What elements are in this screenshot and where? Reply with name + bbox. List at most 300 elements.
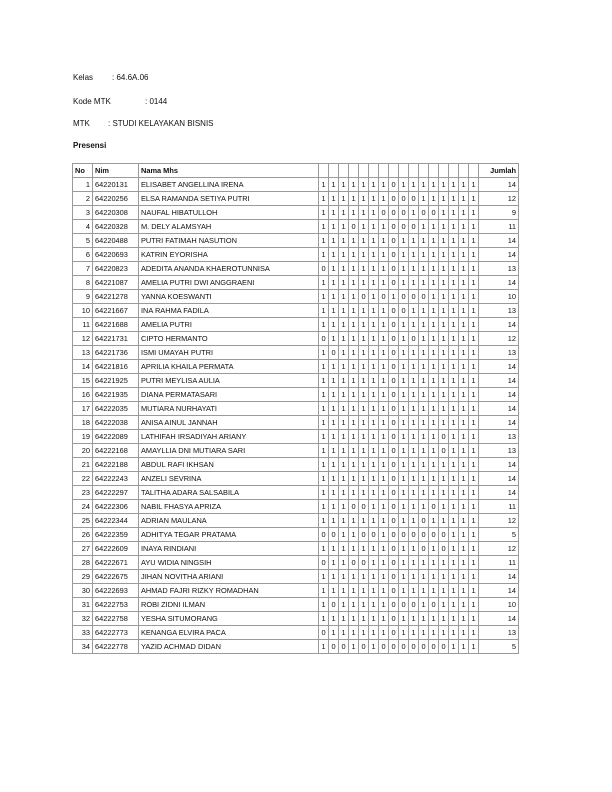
row-number: 32 [73, 612, 93, 626]
attendance-mark: 1 [409, 234, 419, 248]
attendance-mark: 1 [319, 388, 329, 402]
attendance-mark: 1 [459, 598, 469, 612]
attendance-mark: 0 [319, 332, 329, 346]
attendance-mark: 1 [459, 276, 469, 290]
student-nim: 64222773 [93, 626, 139, 640]
row-number: 29 [73, 570, 93, 584]
attendance-mark: 1 [359, 570, 369, 584]
attendance-mark: 1 [469, 346, 479, 360]
attendance-mark: 1 [359, 472, 369, 486]
attendance-mark: 0 [399, 192, 409, 206]
attendance-mark: 1 [429, 472, 439, 486]
attendance-mark: 0 [429, 598, 439, 612]
attendance-mark: 1 [409, 318, 419, 332]
student-name: MUTIARA NURHAYATI [139, 402, 319, 416]
attendance-mark: 1 [439, 206, 449, 220]
attendance-mark: 1 [469, 192, 479, 206]
attendance-mark: 1 [469, 234, 479, 248]
column-header-total: Jumlah [479, 164, 519, 178]
attendance-mark: 1 [439, 598, 449, 612]
attendance-mark: 1 [339, 542, 349, 556]
attendance-mark: 1 [469, 486, 479, 500]
attendance-mark: 1 [319, 514, 329, 528]
attendance-mark: 0 [389, 486, 399, 500]
attendance-mark: 0 [399, 528, 409, 542]
attendance-mark: 1 [329, 570, 339, 584]
attendance-mark: 1 [359, 514, 369, 528]
attendance-total: 9 [479, 206, 519, 220]
attendance-total: 13 [479, 262, 519, 276]
student-name: AYU WIDIA NINGSIH [139, 556, 319, 570]
attendance-mark: 1 [359, 416, 369, 430]
attendance-mark: 1 [379, 276, 389, 290]
attendance-mark: 1 [399, 276, 409, 290]
attendance-mark: 1 [369, 402, 379, 416]
attendance-mark: 1 [429, 416, 439, 430]
attendance-mark: 1 [319, 178, 329, 192]
row-number: 1 [73, 178, 93, 192]
column-header-session [359, 164, 369, 178]
attendance-total: 14 [479, 486, 519, 500]
attendance-mark: 1 [379, 416, 389, 430]
attendance-mark: 1 [319, 542, 329, 556]
attendance-mark: 0 [389, 304, 399, 318]
table-row [73, 220, 519, 234]
attendance-mark: 1 [419, 276, 429, 290]
attendance-mark: 0 [389, 332, 399, 346]
attendance-mark: 1 [399, 556, 409, 570]
attendance-mark: 1 [359, 486, 369, 500]
column-header-no: No [73, 164, 93, 178]
table-row [73, 640, 519, 654]
row-number: 24 [73, 500, 93, 514]
attendance-mark: 1 [419, 318, 429, 332]
attendance-mark: 0 [389, 444, 399, 458]
attendance-mark: 1 [399, 612, 409, 626]
attendance-mark: 1 [349, 584, 359, 598]
attendance-mark: 1 [439, 234, 449, 248]
attendance-mark: 1 [459, 416, 469, 430]
attendance-mark: 1 [449, 248, 459, 262]
attendance-mark: 1 [469, 626, 479, 640]
table-row [73, 192, 519, 206]
attendance-mark: 1 [359, 584, 369, 598]
student-nim: 64222306 [93, 500, 139, 514]
student-name: KATRIN EYORISHA [139, 248, 319, 262]
attendance-mark: 1 [379, 388, 389, 402]
attendance-mark: 1 [379, 192, 389, 206]
attendance-mark: 1 [399, 178, 409, 192]
attendance-mark: 1 [429, 444, 439, 458]
row-number: 17 [73, 402, 93, 416]
table-row [73, 626, 519, 640]
attendance-mark: 1 [449, 514, 459, 528]
attendance-mark: 1 [329, 444, 339, 458]
attendance-mark: 1 [329, 276, 339, 290]
attendance-mark: 1 [339, 402, 349, 416]
student-nim: 64221667 [93, 304, 139, 318]
attendance-mark: 0 [409, 332, 419, 346]
attendance-mark: 1 [319, 192, 329, 206]
attendance-mark: 1 [369, 444, 379, 458]
attendance-mark: 1 [469, 290, 479, 304]
attendance-mark: 1 [329, 626, 339, 640]
row-number: 30 [73, 584, 93, 598]
student-nim: 64222359 [93, 528, 139, 542]
attendance-mark: 1 [439, 248, 449, 262]
attendance-mark: 1 [469, 570, 479, 584]
attendance-total: 5 [479, 640, 519, 654]
column-header-session [349, 164, 359, 178]
attendance-mark: 0 [399, 220, 409, 234]
attendance-mark: 1 [339, 332, 349, 346]
attendance-mark: 1 [379, 444, 389, 458]
attendance-mark: 1 [339, 388, 349, 402]
attendance-mark: 1 [319, 276, 329, 290]
attendance-mark: 1 [429, 220, 439, 234]
row-number: 15 [73, 374, 93, 388]
student-nim: 64220823 [93, 262, 139, 276]
attendance-total: 14 [479, 276, 519, 290]
attendance-mark: 0 [389, 612, 399, 626]
attendance-mark: 1 [359, 346, 369, 360]
attendance-mark: 1 [469, 248, 479, 262]
attendance-mark: 1 [369, 178, 379, 192]
attendance-mark: 1 [399, 248, 409, 262]
attendance-mark: 1 [409, 402, 419, 416]
attendance-mark: 1 [329, 304, 339, 318]
attendance-mark: 1 [469, 374, 479, 388]
student-nim: 64222035 [93, 402, 139, 416]
row-number: 25 [73, 514, 93, 528]
attendance-mark: 1 [369, 388, 379, 402]
attendance-mark: 1 [429, 290, 439, 304]
attendance-mark: 1 [359, 458, 369, 472]
attendance-mark: 1 [469, 542, 479, 556]
row-number: 13 [73, 346, 93, 360]
attendance-mark: 1 [379, 626, 389, 640]
student-nim: 64222778 [93, 640, 139, 654]
attendance-mark: 1 [369, 248, 379, 262]
attendance-mark: 1 [399, 458, 409, 472]
attendance-mark: 1 [349, 374, 359, 388]
attendance-mark: 1 [359, 234, 369, 248]
attendance-mark: 1 [329, 514, 339, 528]
student-name: INA RAHMA FADILA [139, 304, 319, 318]
attendance-mark: 1 [469, 612, 479, 626]
row-number: 31 [73, 598, 93, 612]
attendance-mark: 1 [319, 360, 329, 374]
attendance-total: 13 [479, 346, 519, 360]
attendance-mark: 0 [399, 304, 409, 318]
student-name: ISMI UMAYAH PUTRI [139, 346, 319, 360]
student-name: ADRIAN MAULANA [139, 514, 319, 528]
attendance-mark: 1 [429, 612, 439, 626]
attendance-mark: 0 [389, 388, 399, 402]
attendance-mark: 1 [469, 206, 479, 220]
attendance-mark: 1 [319, 234, 329, 248]
attendance-mark: 1 [379, 612, 389, 626]
attendance-mark: 1 [449, 304, 459, 318]
attendance-mark: 1 [349, 402, 359, 416]
column-header-session [339, 164, 349, 178]
student-nim: 64222188 [93, 458, 139, 472]
attendance-mark: 1 [409, 360, 419, 374]
attendance-mark: 1 [349, 458, 359, 472]
attendance-mark: 0 [339, 640, 349, 654]
student-nim: 64221816 [93, 360, 139, 374]
column-header-session [439, 164, 449, 178]
attendance-mark: 0 [389, 178, 399, 192]
attendance-mark: 1 [439, 276, 449, 290]
attendance-total: 12 [479, 332, 519, 346]
attendance-mark: 1 [329, 332, 339, 346]
attendance-mark: 1 [459, 640, 469, 654]
attendance-mark: 1 [369, 458, 379, 472]
attendance-mark: 1 [369, 346, 379, 360]
attendance-mark: 0 [389, 206, 399, 220]
attendance-total: 14 [479, 388, 519, 402]
attendance-mark: 0 [389, 346, 399, 360]
student-name: YAZID ACHMAD DIDAN [139, 640, 319, 654]
attendance-mark: 1 [439, 304, 449, 318]
student-nim: 64222671 [93, 556, 139, 570]
row-number: 28 [73, 556, 93, 570]
row-number: 12 [73, 332, 93, 346]
attendance-mark: 1 [409, 556, 419, 570]
attendance-mark: 1 [319, 640, 329, 654]
attendance-mark: 1 [409, 262, 419, 276]
attendance-mark: 0 [389, 514, 399, 528]
table-row [73, 598, 519, 612]
attendance-mark: 1 [429, 192, 439, 206]
attendance-mark: 1 [459, 374, 469, 388]
attendance-mark: 1 [409, 612, 419, 626]
attendance-mark: 1 [459, 626, 469, 640]
attendance-mark: 1 [469, 514, 479, 528]
attendance-mark: 1 [329, 262, 339, 276]
column-header-session [399, 164, 409, 178]
attendance-mark: 1 [469, 528, 479, 542]
student-nim: 64221925 [93, 374, 139, 388]
attendance-mark: 1 [449, 276, 459, 290]
attendance-mark: 1 [379, 262, 389, 276]
attendance-mark: 1 [359, 374, 369, 388]
attendance-mark: 1 [469, 220, 479, 234]
attendance-mark: 0 [319, 556, 329, 570]
attendance-mark: 1 [329, 178, 339, 192]
attendance-mark: 1 [429, 626, 439, 640]
attendance-mark: 1 [369, 584, 379, 598]
attendance-mark: 1 [339, 290, 349, 304]
attendance-total: 10 [479, 598, 519, 612]
attendance-mark: 1 [419, 332, 429, 346]
attendance-mark: 0 [389, 626, 399, 640]
attendance-mark: 1 [449, 500, 459, 514]
attendance-mark: 1 [359, 430, 369, 444]
attendance-mark: 0 [439, 640, 449, 654]
row-number: 21 [73, 458, 93, 472]
attendance-mark: 1 [319, 346, 329, 360]
attendance-mark: 1 [399, 262, 409, 276]
student-nim: 64220693 [93, 248, 139, 262]
attendance-total: 10 [479, 290, 519, 304]
attendance-mark: 1 [459, 612, 469, 626]
attendance-mark: 1 [439, 458, 449, 472]
attendance-mark: 1 [339, 598, 349, 612]
attendance-mark: 1 [459, 220, 469, 234]
table-row [73, 500, 519, 514]
attendance-mark: 1 [439, 360, 449, 374]
attendance-mark: 1 [449, 262, 459, 276]
attendance-mark: 1 [409, 430, 419, 444]
attendance-mark: 1 [319, 472, 329, 486]
row-number: 6 [73, 248, 93, 262]
attendance-mark: 0 [419, 514, 429, 528]
attendance-mark: 1 [339, 556, 349, 570]
attendance-mark: 1 [349, 388, 359, 402]
attendance-mark: 1 [419, 220, 429, 234]
attendance-mark: 1 [429, 178, 439, 192]
mtk-line [73, 119, 214, 128]
attendance-mark: 1 [369, 192, 379, 206]
attendance-mark: 1 [469, 304, 479, 318]
attendance-mark: 1 [469, 262, 479, 276]
table-row [73, 542, 519, 556]
attendance-mark: 0 [399, 640, 409, 654]
student-nim: 64220131 [93, 178, 139, 192]
student-name: TALITHA ADARA SALSABILA [139, 486, 319, 500]
attendance-mark: 1 [409, 416, 419, 430]
attendance-mark: 1 [459, 304, 469, 318]
attendance-mark: 1 [339, 206, 349, 220]
table-row [73, 276, 519, 290]
attendance-mark: 1 [319, 458, 329, 472]
attendance-mark: 0 [389, 430, 399, 444]
attendance-mark: 1 [449, 584, 459, 598]
attendance-mark: 0 [409, 290, 419, 304]
attendance-mark: 1 [419, 248, 429, 262]
attendance-mark: 0 [319, 626, 329, 640]
attendance-mark: 1 [379, 304, 389, 318]
attendance-mark: 1 [419, 388, 429, 402]
attendance-mark: 0 [319, 528, 329, 542]
attendance-mark: 1 [459, 556, 469, 570]
row-number: 8 [73, 276, 93, 290]
table-row [73, 486, 519, 500]
attendance-mark: 1 [359, 276, 369, 290]
attendance-mark: 1 [329, 402, 339, 416]
column-header-session [459, 164, 469, 178]
column-header-nim: Nim [93, 164, 139, 178]
attendance-mark: 0 [419, 206, 429, 220]
student-nim: 64221731 [93, 332, 139, 346]
mtk-value: : STUDI KELAYAKAN BISNIS [108, 119, 214, 128]
student-name: ADHITYA TEGAR PRATAMA [139, 528, 319, 542]
attendance-mark: 1 [399, 514, 409, 528]
row-number: 9 [73, 290, 93, 304]
attendance-mark: 1 [349, 304, 359, 318]
student-name: DIANA PERMATASARI [139, 388, 319, 402]
attendance-mark: 0 [389, 542, 399, 556]
attendance-mark: 1 [369, 598, 379, 612]
attendance-mark: 1 [439, 500, 449, 514]
attendance-total: 14 [479, 248, 519, 262]
student-name: ROBI ZIDNI ILMAN [139, 598, 319, 612]
attendance-mark: 1 [409, 276, 419, 290]
attendance-mark: 1 [339, 458, 349, 472]
attendance-mark: 1 [359, 220, 369, 234]
attendance-total: 12 [479, 542, 519, 556]
attendance-mark: 1 [329, 192, 339, 206]
attendance-mark: 1 [359, 262, 369, 276]
attendance-mark: 0 [389, 276, 399, 290]
attendance-mark: 1 [409, 346, 419, 360]
attendance-mark: 1 [409, 458, 419, 472]
attendance-mark: 1 [449, 626, 459, 640]
attendance-mark: 1 [319, 374, 329, 388]
attendance-mark: 0 [439, 444, 449, 458]
attendance-mark: 0 [439, 542, 449, 556]
attendance-mark: 1 [469, 388, 479, 402]
attendance-mark: 1 [329, 234, 339, 248]
row-number: 22 [73, 472, 93, 486]
attendance-mark: 1 [379, 234, 389, 248]
attendance-mark: 1 [459, 444, 469, 458]
row-number: 19 [73, 430, 93, 444]
attendance-mark: 1 [349, 178, 359, 192]
attendance-mark: 1 [449, 178, 459, 192]
table-row [73, 346, 519, 360]
column-header-session [429, 164, 439, 178]
attendance-mark: 1 [409, 514, 419, 528]
attendance-mark: 0 [389, 640, 399, 654]
attendance-mark: 1 [449, 416, 459, 430]
attendance-mark: 0 [429, 206, 439, 220]
kode-mtk-label: Kode MTK [73, 97, 111, 106]
attendance-mark: 1 [349, 626, 359, 640]
attendance-mark: 1 [419, 570, 429, 584]
attendance-mark: 0 [369, 528, 379, 542]
attendance-total: 11 [479, 500, 519, 514]
attendance-mark: 1 [349, 542, 359, 556]
attendance-mark: 1 [339, 444, 349, 458]
attendance-mark: 1 [439, 346, 449, 360]
attendance-mark: 1 [329, 472, 339, 486]
attendance-mark: 0 [389, 262, 399, 276]
attendance-mark: 0 [359, 556, 369, 570]
column-header-name: Nama Mhs [139, 164, 319, 178]
attendance-mark: 1 [439, 262, 449, 276]
attendance-mark: 0 [399, 598, 409, 612]
attendance-mark: 1 [449, 472, 459, 486]
attendance-mark: 1 [429, 262, 439, 276]
attendance-mark: 0 [409, 640, 419, 654]
attendance-mark: 1 [459, 234, 469, 248]
attendance-mark: 0 [419, 290, 429, 304]
attendance-total: 11 [479, 556, 519, 570]
attendance-mark: 1 [429, 458, 439, 472]
attendance-mark: 1 [349, 472, 359, 486]
student-name: AMELIA PUTRI [139, 318, 319, 332]
attendance-mark: 1 [409, 374, 419, 388]
attendance-mark: 0 [389, 192, 399, 206]
attendance-mark: 1 [359, 388, 369, 402]
student-nim: 64220328 [93, 220, 139, 234]
attendance-mark: 0 [379, 290, 389, 304]
attendance-mark: 1 [339, 318, 349, 332]
student-name: INAYA RINDIANI [139, 542, 319, 556]
